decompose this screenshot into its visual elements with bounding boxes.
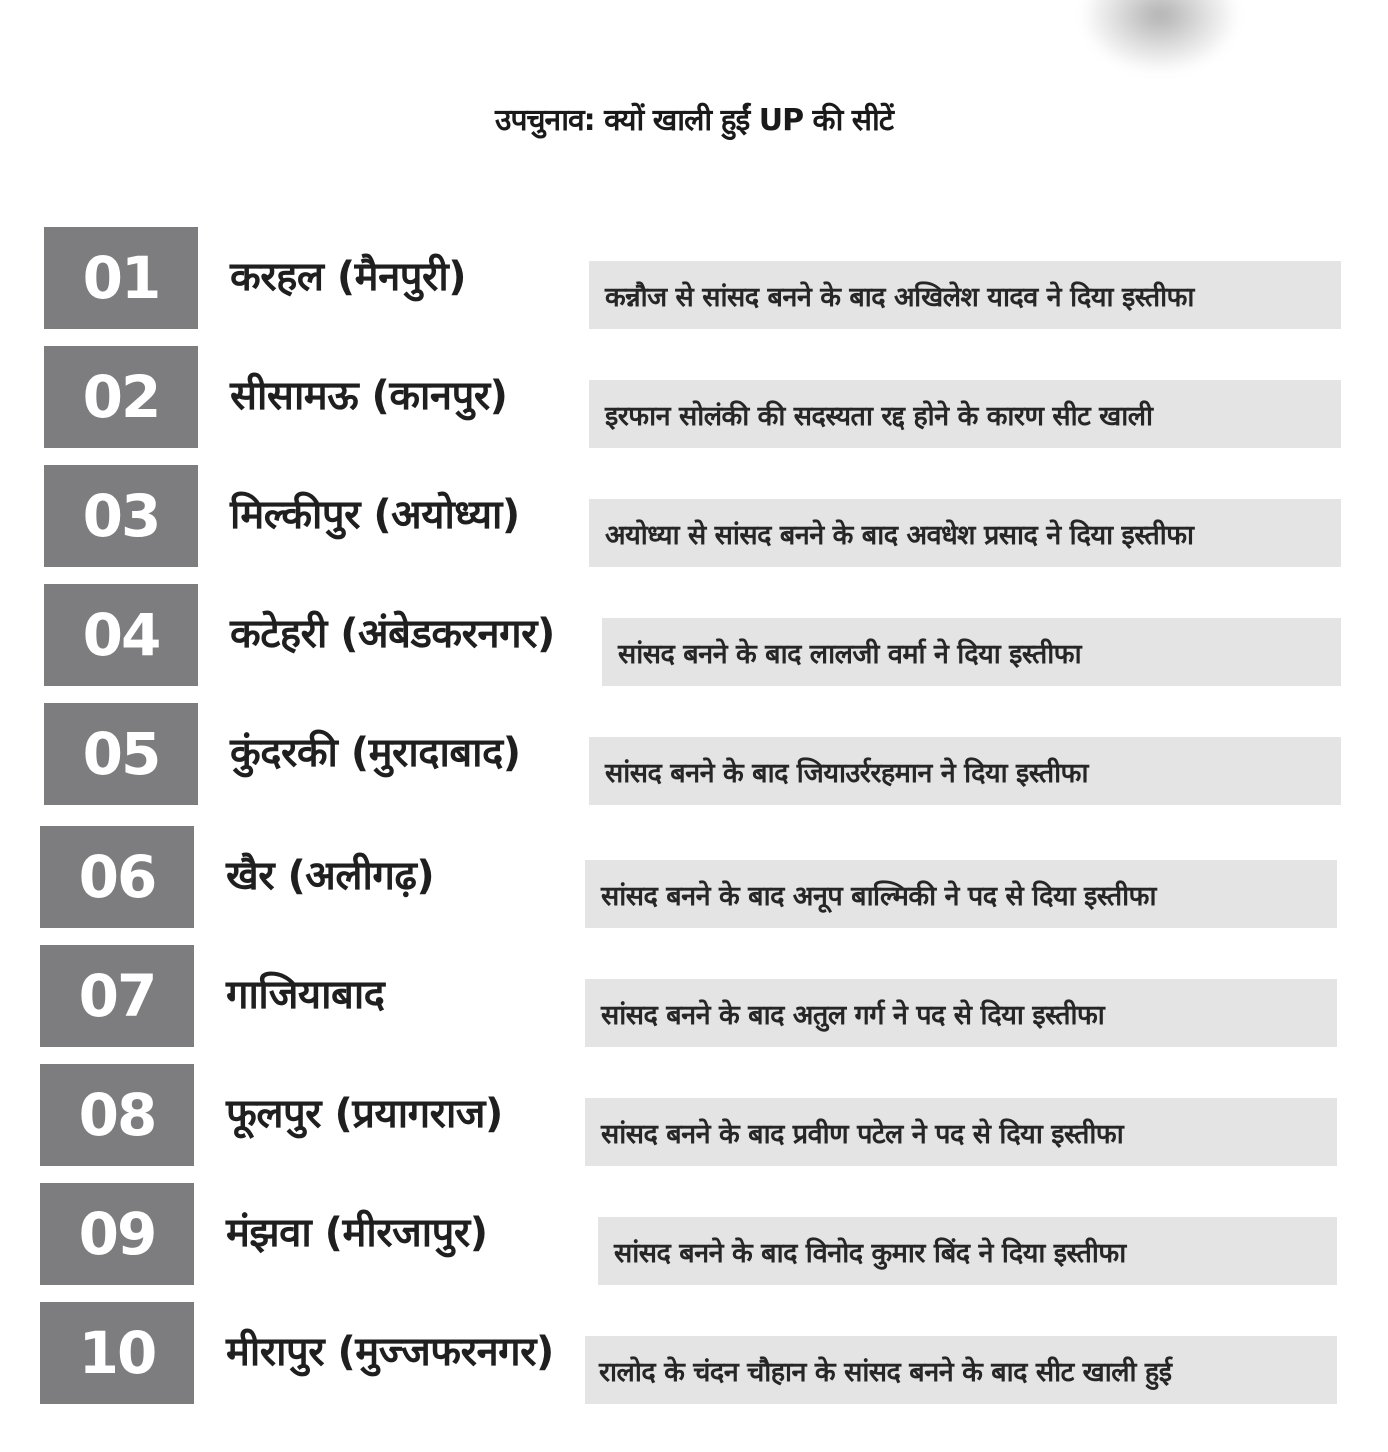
row-number: 10 <box>78 1319 156 1387</box>
reason-box <box>585 1098 1337 1166</box>
reason-box <box>589 380 1341 448</box>
seat-name: फूलपुर (प्रयागराज) <box>226 1091 503 1137</box>
seat-name: मंझवा (मीरजापुर) <box>226 1210 488 1256</box>
seat-name: कुंदरकी (मुरादाबाद) <box>230 730 521 776</box>
number-badge <box>40 1064 194 1166</box>
reason-text: सांसद बनने के बाद लालजी वर्मा ने दिया इस्तीफा <box>618 638 1082 670</box>
reason-box <box>602 618 1341 686</box>
seat-name: खैर (अलीगढ़) <box>226 853 435 899</box>
number-badge <box>44 227 198 329</box>
reason-text: इरफान सोलंकी की सदस्यता रद्द होने के कारण सीट खाली <box>605 400 1153 432</box>
number-badge <box>44 703 198 805</box>
page-title: उपचुनाव: क्यों खाली हुईं UP की सीटें <box>495 103 893 138</box>
row-number: 05 <box>82 720 160 788</box>
number-badge <box>40 1183 194 1285</box>
seat-name: कटेहरी (अंबेडकरनगर) <box>230 611 555 657</box>
row-number: 01 <box>82 244 160 312</box>
camera-smudge <box>1085 0 1235 70</box>
list-item <box>0 584 1388 686</box>
list-item <box>0 465 1388 567</box>
reason-text: सांसद बनने के बाद अतुल गर्ग ने पद से दिया इस्तीफा <box>601 999 1105 1031</box>
seat-name: मिल्कीपुर (अयोध्या) <box>230 492 520 538</box>
list-item <box>0 1064 1388 1166</box>
list-item <box>0 1302 1388 1404</box>
reason-text: रालोद के चंदन चौहान के सांसद बनने के बाद सीट खाली हुई <box>599 1356 1172 1388</box>
number-badge <box>44 465 198 567</box>
number-badge <box>40 1302 194 1404</box>
row-number: 09 <box>78 1200 156 1268</box>
reason-text: सांसद बनने के बाद प्रवीण पटेल ने पद से दिया इस्तीफा <box>601 1118 1124 1150</box>
list-item <box>0 703 1388 805</box>
reason-box <box>585 1336 1337 1404</box>
number-badge <box>40 945 194 1047</box>
reason-box <box>598 1217 1337 1285</box>
list-item <box>0 826 1388 928</box>
seat-name: सीसामऊ (कानपुर) <box>230 373 508 419</box>
list-item <box>0 346 1388 448</box>
reason-text: सांसद बनने के बाद जियाउर्ररहमान ने दिया इस्तीफा <box>605 757 1088 789</box>
reason-box <box>589 261 1341 329</box>
list-item <box>0 1183 1388 1285</box>
row-number: 06 <box>78 843 156 911</box>
reason-text: अयोध्या से सांसद बनने के बाद अवधेश प्रसाद ने दिया इस्तीफा <box>605 519 1194 551</box>
reason-box <box>589 499 1341 567</box>
number-badge <box>44 346 198 448</box>
row-number: 08 <box>78 1081 156 1149</box>
reason-box <box>585 979 1337 1047</box>
reason-box <box>585 860 1337 928</box>
seat-name: मीरापुर (मुज्जफरनगर) <box>226 1329 554 1375</box>
reason-text: कन्नौज से सांसद बनने के बाद अखिलेश यादव ने दिया इस्तीफा <box>605 281 1194 313</box>
reason-text: सांसद बनने के बाद अनूप बाल्मिकी ने पद से दिया इस्तीफा <box>601 880 1156 912</box>
list-item <box>0 227 1388 329</box>
row-number: 03 <box>82 482 160 550</box>
number-badge <box>40 826 194 928</box>
seat-name: करहल (मैनपुरी) <box>230 254 466 300</box>
list-item <box>0 945 1388 1047</box>
row-number: 07 <box>78 962 156 1030</box>
reason-text: सांसद बनने के बाद विनोद कुमार बिंद ने दिया इस्तीफा <box>614 1237 1126 1269</box>
row-number: 04 <box>82 601 160 669</box>
seat-name: गाजियाबाद <box>226 972 385 1018</box>
row-number: 02 <box>82 363 160 431</box>
number-badge <box>44 584 198 686</box>
reason-box <box>589 737 1341 805</box>
